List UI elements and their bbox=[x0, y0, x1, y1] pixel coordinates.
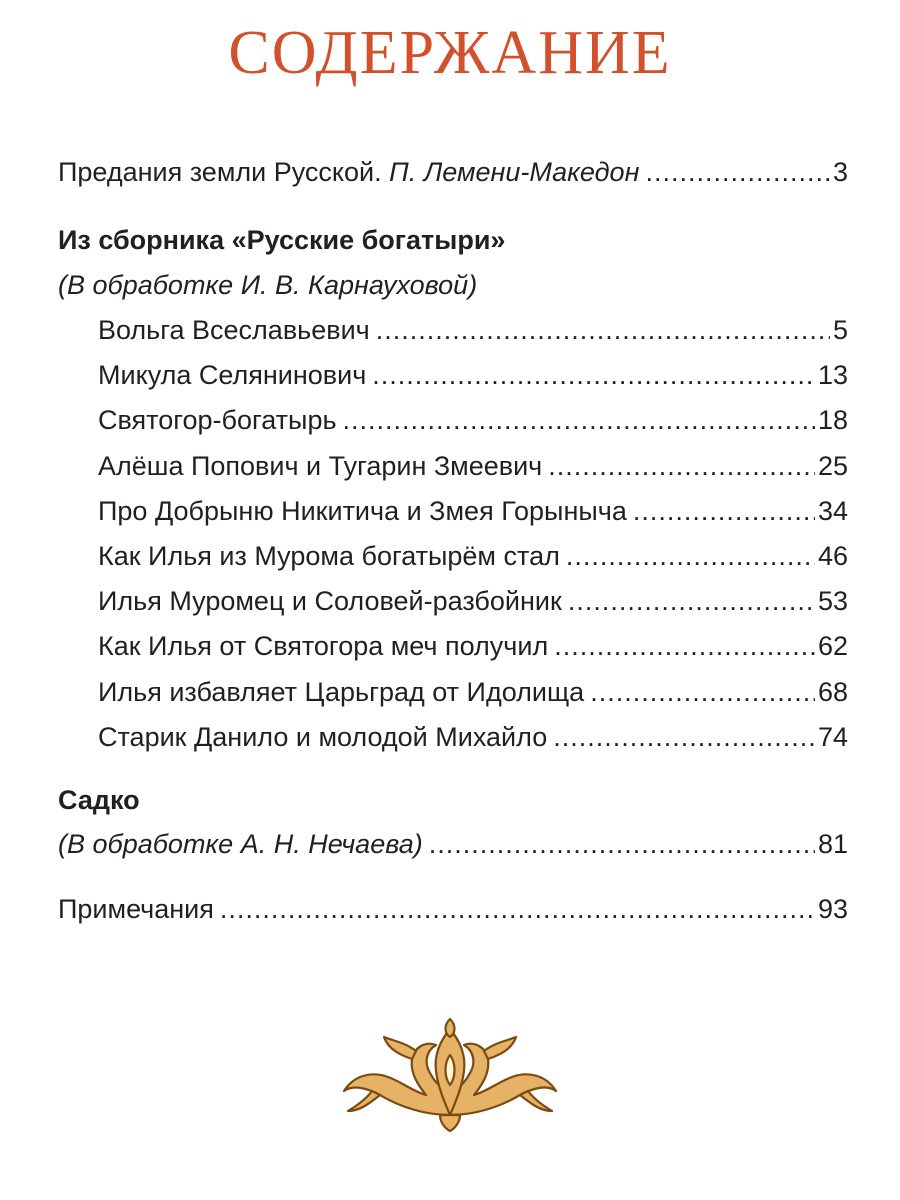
leader-dots bbox=[372, 358, 815, 392]
leader-dots bbox=[633, 494, 815, 528]
toc-entry-page: 74 bbox=[817, 721, 848, 752]
leader-dots bbox=[554, 629, 815, 663]
toc-entry-label: (В обработке А. Н. Нечаева) bbox=[58, 829, 423, 859]
toc-entry-label: Как Илья из Мурома богатырём стал bbox=[98, 541, 560, 571]
leader-dots bbox=[553, 720, 815, 754]
leader-dots bbox=[220, 892, 815, 926]
toc-entry-label: Илья Муромец и Соловей-разбойник bbox=[98, 586, 562, 617]
toc-entry bbox=[98, 494, 848, 528]
leader-dots bbox=[645, 155, 830, 189]
leader-dots bbox=[548, 449, 815, 483]
leader-dots bbox=[429, 827, 815, 861]
toc-entry bbox=[98, 539, 848, 573]
toc-entry bbox=[98, 584, 848, 618]
section-heading-sadko: Садко bbox=[58, 785, 140, 815]
leader-dots bbox=[376, 313, 830, 347]
toc-entry bbox=[98, 403, 848, 437]
toc-entry-label bbox=[58, 155, 639, 189]
toc-entry-page: 81 bbox=[817, 829, 848, 859]
toc-entry bbox=[98, 313, 848, 347]
toc-entry-page: 53 bbox=[817, 586, 848, 617]
toc-entry-label: Микула Селянинович bbox=[98, 360, 367, 391]
toc-entry-label: Про Добрыню Никитича и Змея Горыныча bbox=[98, 495, 627, 526]
toc-entry bbox=[98, 629, 848, 663]
toc-entry-label: Илья избавляет Царьград от Идолища bbox=[98, 676, 585, 707]
toc-entry-label: Вольга Всеславьевич bbox=[98, 315, 370, 345]
leader-dots bbox=[590, 675, 815, 709]
intro-author: П. Лемени-Македон bbox=[389, 157, 640, 187]
leader-dots bbox=[566, 539, 815, 573]
toc-entry bbox=[98, 675, 848, 709]
toc-entry-page: 13 bbox=[817, 360, 848, 391]
intro-title: Предания земли Русской. bbox=[58, 157, 382, 187]
toc-entry-notes bbox=[58, 892, 848, 926]
toc-entry bbox=[98, 720, 848, 754]
leader-dots bbox=[343, 403, 815, 437]
toc-entry-label: Старик Данило и молодой Михайло bbox=[98, 721, 548, 752]
toc-entry-page: 46 bbox=[817, 541, 848, 571]
toc-entry-page: 68 bbox=[817, 676, 848, 707]
toc-entry-label: Святогор-богатырь bbox=[98, 405, 337, 436]
toc-entry-page: 34 bbox=[817, 495, 848, 526]
toc-entry-label: Как Илья от Святогора меч получил bbox=[98, 631, 549, 662]
arabesque-ornament-icon bbox=[340, 1015, 560, 1135]
toc-entry bbox=[98, 358, 848, 392]
toc-entry-sadko bbox=[58, 827, 848, 861]
toc-entry-label: Примечания bbox=[58, 894, 214, 924]
toc-entry-page: 18 bbox=[817, 405, 848, 436]
toc-entry-page: 62 bbox=[817, 631, 848, 662]
section-subheading: (В обработке И. В. Карнауховой) bbox=[58, 270, 478, 300]
leader-dots bbox=[568, 584, 815, 618]
toc-entry bbox=[98, 449, 848, 483]
toc-entry-page: 93 bbox=[817, 894, 848, 924]
page-title: СОДЕРЖАНИЕ bbox=[228, 19, 672, 87]
toc-entry-intro bbox=[58, 155, 848, 189]
toc-entry-page: 25 bbox=[817, 450, 848, 481]
toc-entry-page: 5 bbox=[832, 315, 848, 345]
toc-entry-page: 3 bbox=[832, 157, 848, 187]
section-heading: Из сборника «Русские богатыри» bbox=[58, 225, 506, 255]
toc-entry-label: Алёша Попович и Тугарин Змеевич bbox=[98, 450, 543, 481]
